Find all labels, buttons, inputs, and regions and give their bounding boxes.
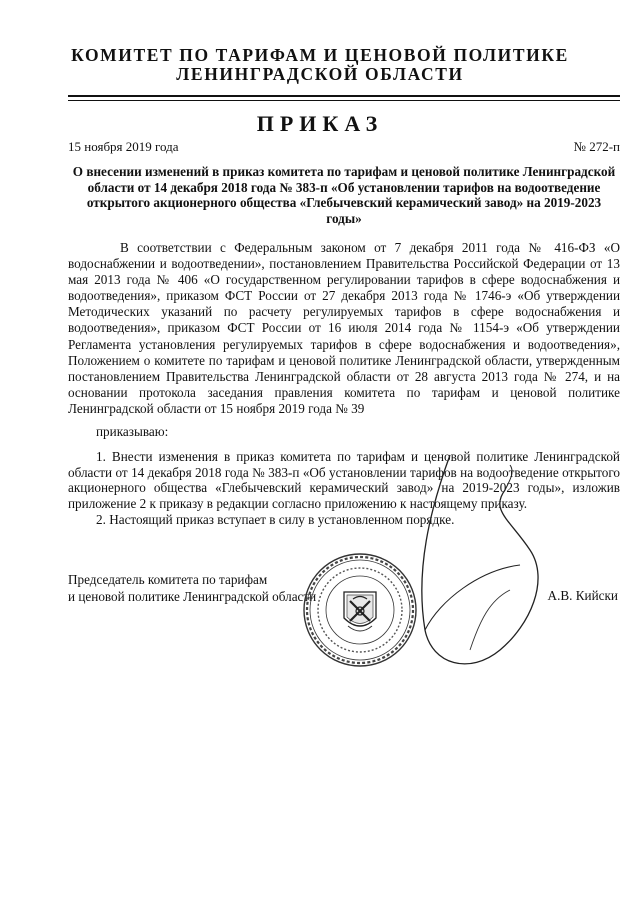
header-organization-line1: КОМИТЕТ ПО ТАРИФАМ И ЦЕНОВОЙ ПОЛИТИКЕ	[71, 45, 569, 65]
document-date: 15 ноября 2019 года	[68, 139, 179, 154]
document-title: О внесении изменений в приказ комитета по тарифам и ценовой политике Ленинградской области от 14 декабря 2018 года № 383-п «Об установлении тарифов на водоотведение открытого акционерного общества «Глебычевский керамический завод» на 2019-2023 годы»	[72, 164, 616, 226]
signature-position-line2: и ценовой политике Ленинградской области	[68, 588, 317, 604]
header-rule-thick	[68, 95, 620, 97]
document-number: № 272-п	[573, 139, 620, 154]
order-word: приказываю:	[96, 424, 169, 439]
document-type: ПРИКАЗ	[256, 111, 384, 136]
signature-position-line1: Председатель комитета по тарифам	[68, 572, 268, 587]
handwritten-signature	[410, 450, 560, 680]
header-organization-line2: ЛЕНИНГРАДСКОЙ ОБЛАСТИ	[176, 64, 464, 84]
order-item-1: 1. Внести изменения в приказ комитета по тарифам и ценовой политике Ленинградской области от 14 декабря 2018 года № 383-п «Об установлении тарифов на водоотведение открытого акционерного общества «Глебычевский керамический завод» на 2019-2023 годы», изложив приложение 2 к приказу в редакции согласно приложению к настоящему приказу.	[68, 449, 620, 511]
official-seal-stamp	[300, 548, 420, 673]
preamble-paragraph: В соответствии с Федеральным законом от 7 декабря 2011 года № 416-ФЗ «О водоснабжении и водоотведении», постановлением Правительства Российской Федерации от 13 мая 2013 года № 406 «О государственном регулировании тарифов в сфере водоснабжения и водоотведения», приказом ФСТ России от 27 декабря 2013 года № 1746-э «Об утверждении Методических указаний по расчету регулируемых тарифов в сфере водоснабжения и водоотведения», приказом ФСТ России от 16 июля 2014 года № 1154-э «Об утверждении Регламента установления регулируемых тарифов в сфере водоснабжения и водоотведения», Положением о комитете по тарифам и ценовой политике Ленинградской области, утвержденным постановлением Правительства Ленинградской области от 28 августа 2013 года № 274, и на основании протокола заседания правления комитета по тарифам и ценовой политике Ленинградской области от 15 ноября 2019 года № 39	[68, 240, 620, 416]
order-item-2: 2. Настоящий приказ вступает в силу в установленном порядке.	[96, 512, 455, 527]
header-rule-thin	[68, 100, 620, 101]
signer-name: А.В. Кийски	[547, 588, 618, 603]
signature-position	[68, 572, 316, 605]
